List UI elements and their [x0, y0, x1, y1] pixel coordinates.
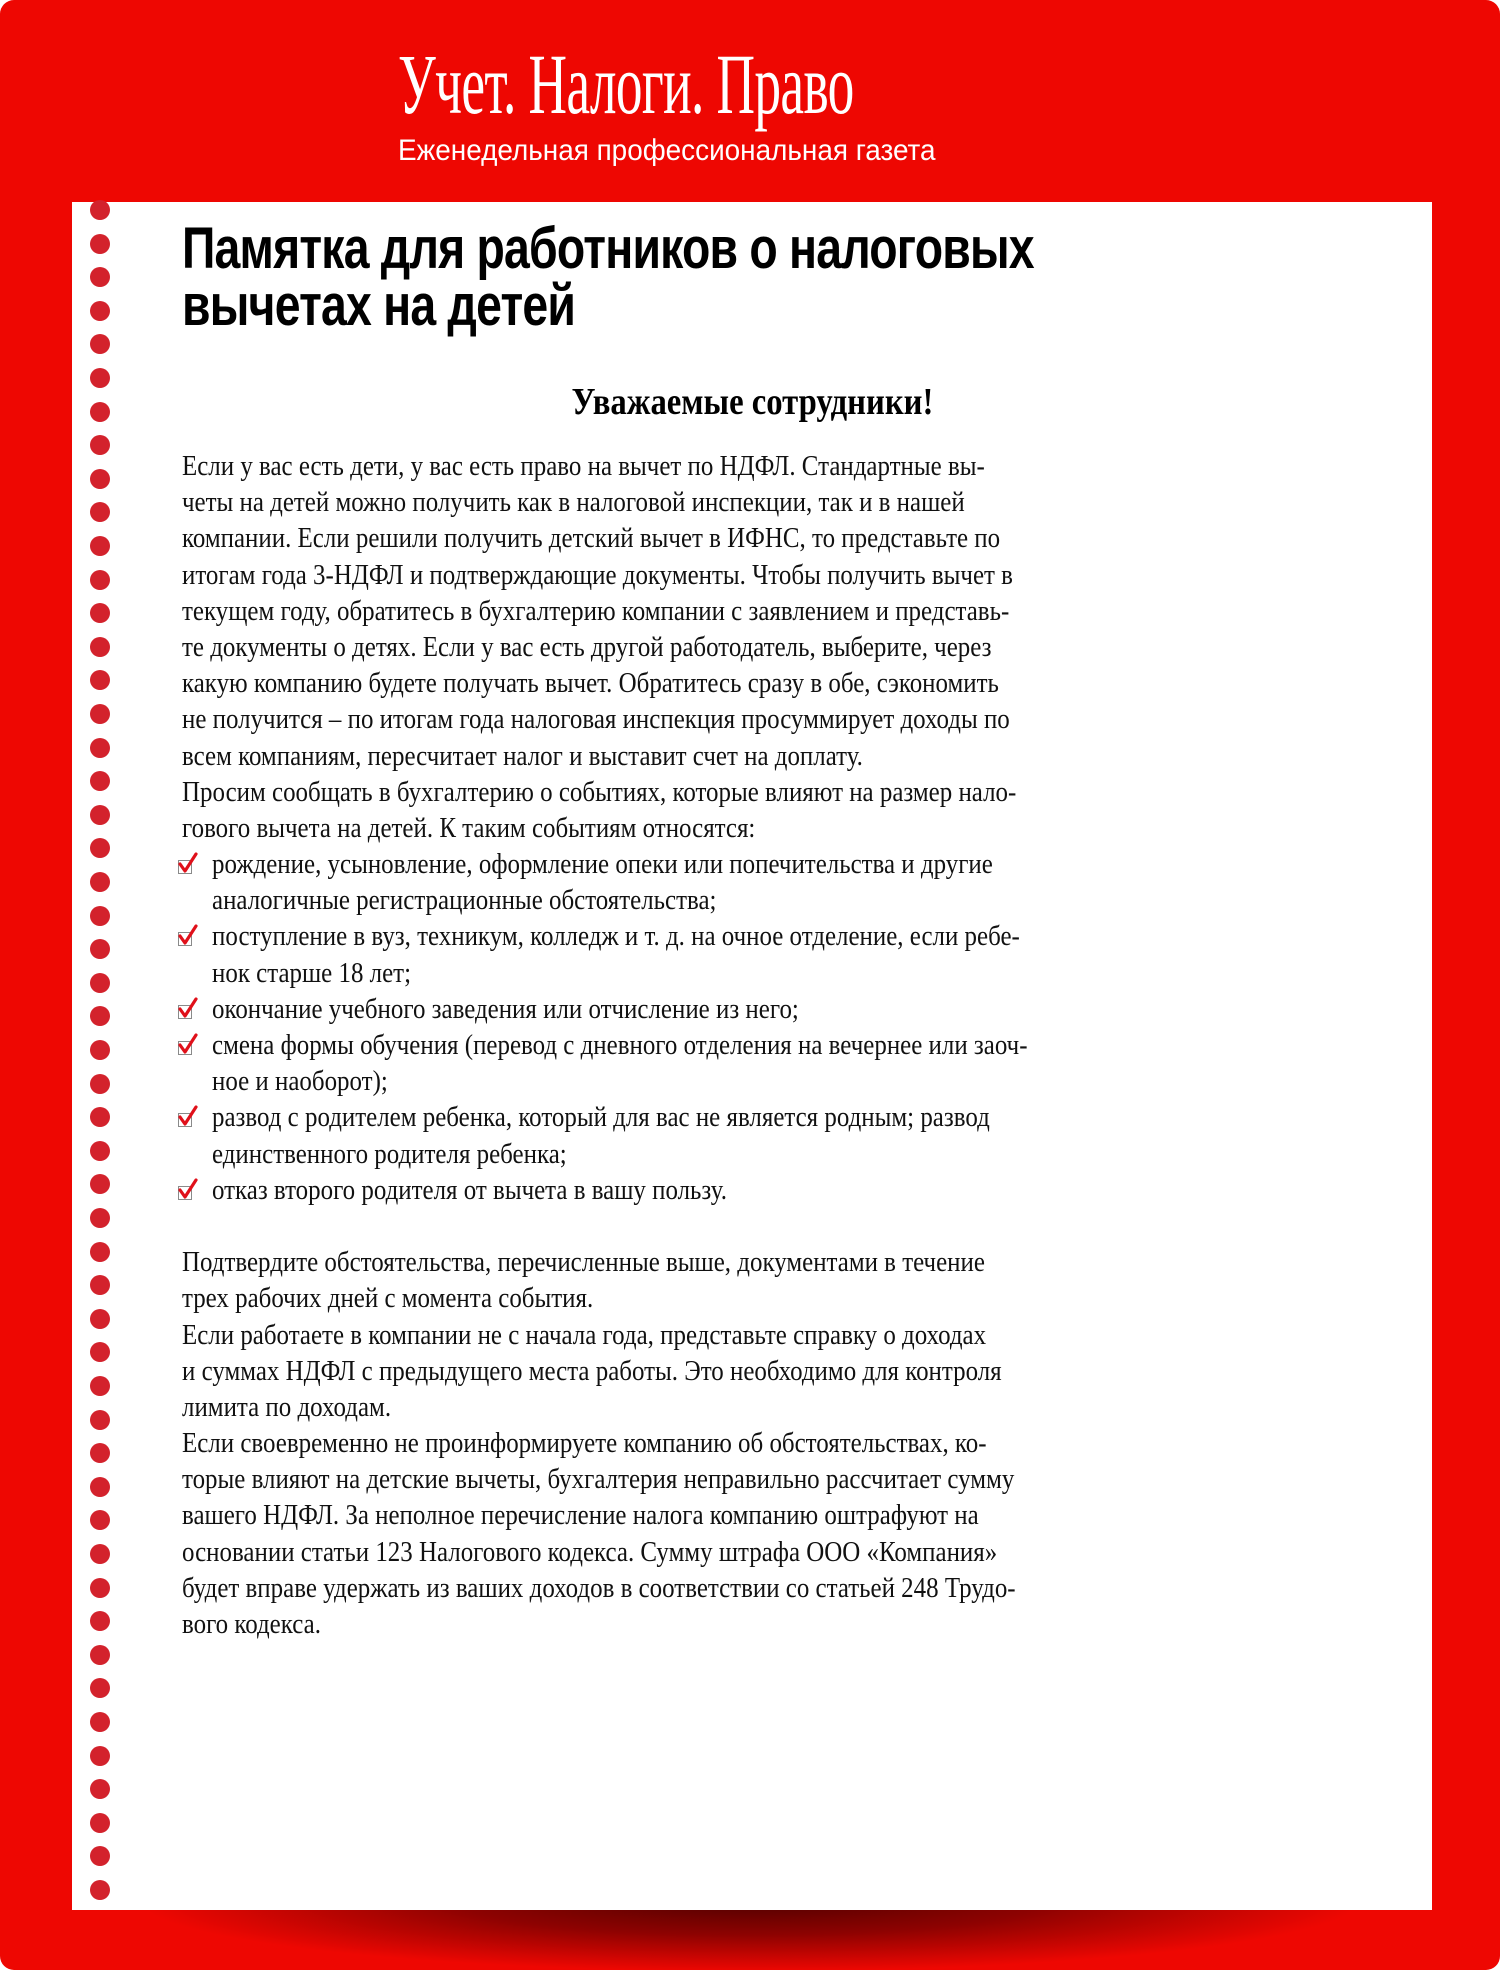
- intro-paragraphs: [182, 448, 1382, 846]
- binder-dot: [90, 267, 110, 287]
- binder-dot: [90, 1242, 110, 1262]
- text-line: Просим сообщать в бухгалтерию о событиях, которые влияют на размер нало-: [182, 775, 1017, 808]
- greeting-text: Уважаемые сотрудники!: [571, 381, 933, 423]
- closing-paragraphs: [182, 1244, 1382, 1642]
- event-list-item: [182, 1172, 1382, 1208]
- binder-dot: [90, 973, 110, 993]
- text-line: вашего НДФЛ. За неполное перечисление налога компанию оштрафуют на: [182, 1499, 979, 1532]
- event-list-item: [182, 1027, 1382, 1099]
- event-list-item: [182, 918, 1382, 990]
- text-line: будет вправе удержать из ваших доходов в соответствии со статьей 248 Трудо-: [182, 1571, 1016, 1604]
- text-line: Если работаете в компании не с начала года, представьте справку о доходах: [182, 1318, 987, 1351]
- binder-dot: [90, 838, 110, 858]
- text-line: не получится – по итогам года налоговая инспекция просуммирует доходы по: [182, 703, 1010, 736]
- event-text-line: единственного родителя ребенка;: [212, 1137, 567, 1170]
- text-line: те документы о детях. Если у вас есть другой работодатель, выберите, через: [182, 630, 992, 663]
- text-line: трех рабочих дней с момента события.: [182, 1282, 594, 1315]
- binder-dot: [90, 1880, 110, 1900]
- binder-dot: [90, 1006, 110, 1026]
- binder-dot: [90, 872, 110, 892]
- checkbox-checked-icon: [178, 1186, 192, 1200]
- binder-dot: [90, 1410, 110, 1430]
- panel-shadow: [150, 1900, 1350, 1970]
- binder-dot: [90, 1645, 110, 1665]
- checkbox-checked-icon: [178, 1041, 192, 1055]
- binder-dot: [90, 704, 110, 724]
- binder-dot: [90, 536, 110, 556]
- binder-dot: [90, 1208, 110, 1228]
- event-list-item: [182, 846, 1382, 918]
- binder-dot: [90, 570, 110, 590]
- text-line: какую компанию будете получать вычет. Обратитесь сразу в обе, сэкономить: [182, 667, 999, 700]
- binder-dot: [90, 1779, 110, 1799]
- memo-title-line: Памятка для работников о налоговых: [182, 216, 1034, 281]
- event-list-item: [182, 1099, 1382, 1171]
- text-line: Подтвердите обстоятельства, перечисленные выше, документами в течение: [182, 1246, 985, 1279]
- checkbox-checked-icon: [178, 1005, 192, 1019]
- memo-title: [182, 216, 1034, 338]
- event-text-line: поступление в вуз, техникум, колледж и т. д. на очное отделение, если ребе-: [212, 920, 1020, 953]
- binder-dot: [90, 1040, 110, 1060]
- binder-dot: [90, 1712, 110, 1732]
- binder-dot: [90, 301, 110, 321]
- event-text-line: нок старше 18 лет;: [212, 956, 412, 989]
- text-line: итогам года 3-НДФЛ и подтверждающие документы. Чтобы получить вычет в: [182, 558, 1013, 591]
- binder-dot: [90, 1141, 110, 1161]
- binder-dot: [90, 771, 110, 791]
- text-line: торые влияют на детские вычеты, бухгалтерия неправильно рассчитает сумму: [182, 1463, 1015, 1496]
- binder-dot: [90, 200, 110, 220]
- checkbox-checked-icon: [178, 932, 192, 946]
- binder-dot: [90, 939, 110, 959]
- binder-dot: [90, 1611, 110, 1631]
- event-text-line: аналогичные регистрационные обстоятельства;: [212, 884, 717, 917]
- binder-dot: [90, 1813, 110, 1833]
- event-text-line: смена формы обучения (перевод с дневного отделения на вечернее или заоч-: [212, 1029, 1028, 1061]
- binder-dot: [90, 1544, 110, 1564]
- text-line: Если у вас есть дети, у вас есть право на вычет по НДФЛ. Стандартные вы-: [182, 450, 985, 482]
- binder-dot: [90, 603, 110, 623]
- text-line: текущем году, обратитесь в бухгалтерию компании с заявлением и представь-: [182, 594, 1010, 627]
- binder-dot: [90, 1174, 110, 1194]
- memo-body: [182, 448, 1382, 1642]
- binder-dot: [90, 1746, 110, 1766]
- event-text-line: развод с родителем ребенка, который для вас не является родным; развод: [212, 1101, 990, 1134]
- text-line: Если своевременно не проинформируете компанию об обстоятельствах, ко-: [182, 1427, 987, 1460]
- text-line: основании статьи 123 Налогового кодекса. Сумму штрафа ООО «Компания»: [182, 1535, 998, 1568]
- binder-dot: [90, 1376, 110, 1396]
- binder-dot: [90, 670, 110, 690]
- event-list-item: [182, 991, 1382, 1027]
- binder-dot: [90, 1678, 110, 1698]
- binder-dot: [90, 435, 110, 455]
- events-list: [182, 846, 1382, 1208]
- binder-dot: [90, 906, 110, 926]
- binder-dot: [90, 805, 110, 825]
- binder-dot: [90, 1275, 110, 1295]
- text-line: гового вычета на детей. К таким событиям относятся:: [182, 811, 756, 844]
- event-text-line: окончание учебного заведения или отчисление из него;: [212, 992, 799, 1025]
- greeting-heading: [72, 380, 1432, 424]
- checkbox-checked-icon: [178, 860, 192, 874]
- binder-dot: [90, 1074, 110, 1094]
- binder-dot: [90, 1846, 110, 1866]
- event-text-line: отказ второго родителя от вычета в вашу пользу.: [212, 1173, 727, 1206]
- binder-dot: [90, 502, 110, 522]
- newspaper-logo: Учет. Налоги. Право: [398, 36, 854, 132]
- text-line: и суммах НДФЛ с предыдущего места работы. Это необходимо для контроля: [182, 1354, 1002, 1387]
- checkbox-checked-icon: [178, 1113, 192, 1127]
- event-text-line: рождение, усыновление, оформление опеки или попечительства и другие: [212, 848, 993, 881]
- binder-dot: [90, 1578, 110, 1598]
- binder-dot: [90, 1107, 110, 1127]
- text-line: всем компаниям, пересчитает налог и выставит счет на доплату.: [182, 739, 863, 772]
- text-line: вого кодекса.: [182, 1608, 321, 1640]
- binder-dot: [90, 738, 110, 758]
- binder-dot: [90, 1477, 110, 1497]
- paragraph-gap: [182, 1208, 1382, 1244]
- memo-sheet: [72, 202, 1432, 1910]
- text-line: компании. Если решили получить детский вычет в ИФНС, то представьте по: [182, 522, 1001, 555]
- text-line: четы на детей можно получить как в налоговой инспекции, так и в нашей: [182, 486, 965, 519]
- binder-dot: [90, 637, 110, 657]
- event-text-line: ное и наоборот);: [212, 1065, 388, 1098]
- binder-dot: [90, 334, 110, 354]
- binder-dot: [90, 1342, 110, 1362]
- binder-dot: [90, 469, 110, 489]
- text-line: лимита по доходам.: [182, 1390, 392, 1423]
- memo-title-line: вычетах на детей: [182, 273, 576, 338]
- binder-dot: [90, 1443, 110, 1463]
- newspaper-subtitle: Еженедельная профессиональная газета: [398, 134, 936, 167]
- binder-dot: [90, 1510, 110, 1530]
- binder-dot: [90, 1309, 110, 1329]
- binder-dot: [90, 234, 110, 254]
